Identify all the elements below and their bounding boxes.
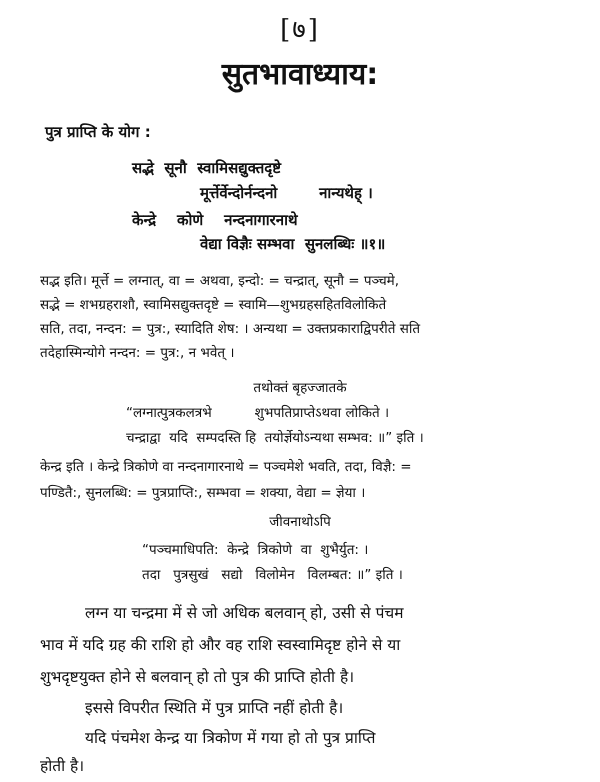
quote-line: चन्द्राद्वा यदि सम्पदस्ति हि तयोर्ज्ञेयोऽन्यथा सम्भव: ॥” इति । bbox=[126, 430, 424, 446]
explanation-line: लग्न या चन्द्रमा में से जो अधिक बलवान् हो, उसी से पंचम bbox=[85, 604, 404, 622]
explanation-line: इससे विपरीत स्थिति में पुत्र प्राप्ति नहीं होती है। bbox=[85, 699, 344, 717]
verse-line: वेद्या विज्ञैः सम्भवा सुनलब्धिः ॥१॥ bbox=[200, 235, 386, 253]
chapter-number: [७] bbox=[280, 15, 320, 45]
explanation-line: यदि पंचमेश केन्द्र या त्रिकोण में गया हो तो पुत्र प्राप्ति bbox=[85, 729, 376, 747]
commentary-line: केन्द्र इति । केन्द्रे त्रिकोणे वा नन्दनागारनाथे = पञ्चमेशे भवति, तदा, विज्ञै: = bbox=[40, 459, 412, 475]
explanation-line: भाव में यदि ग्रह की राशि हो और वह राशि स्वस्वामिदृष्ट होने से या bbox=[40, 636, 401, 654]
quote-line: “पञ्चमाधिपति: केन्द्रे त्रिकोणे वा शुभैर्युत: । bbox=[142, 542, 369, 558]
verse-line: केन्द्रे कोणे नन्दनागारनाथे bbox=[132, 211, 298, 229]
commentary-line: तदेहास्मिन्योगे नन्दन: = पुत्र:, न भवेत् । bbox=[40, 345, 235, 361]
commentary-line: सद्भे = शभग्रहराशौ, स्वामिसद्युक्तदृष्टे = स्वामि—शुभग्रहसहितविलोकिते bbox=[40, 297, 387, 313]
citation-intro: जीवनाथोऽपि bbox=[269, 514, 331, 530]
quote-line: तदा पुत्रसुखं सद्यो विलोमेन विलम्बत: ॥” इति । bbox=[142, 567, 403, 583]
citation-intro: तथोक्तं बृहज्जातके bbox=[253, 380, 347, 396]
explanation-line: शुभदृष्टयुक्त होने से बलवान् हो तो पुत्र की प्राप्ति होती है। bbox=[40, 668, 355, 686]
verse-line: मूर्त्तेर्वेन्दोर्नन्दनो नान्यथेह् । bbox=[200, 184, 373, 202]
explanation-line: होती है। bbox=[40, 757, 85, 775]
quote-line: “लग्नात्पुत्रकलत्रभे शुभपतिप्राप्तेऽथवा लोकिते । bbox=[126, 405, 390, 421]
section-heading: पुत्र प्राप्ति के योग : bbox=[45, 123, 151, 141]
commentary-line: सति, तदा, नन्दन: = पुत्र:, स्यादिति शेष: । अन्यथा = उक्तप्रकाराद्विपरीते सति bbox=[40, 321, 421, 337]
verse-line: सद्भे सूनौ स्वामिसद्युक्तदृष्टे bbox=[132, 159, 282, 177]
chapter-title: सुतभावाध्याय: bbox=[221, 57, 379, 92]
commentary-line: सद्भ इति। मूर्त्ते = लग्नात्, वा = अथवा, इन्दो: = चन्द्रात्, सूनौ = पञ्चमे, bbox=[40, 273, 400, 289]
commentary-line: पण्डितै:, सुनलब्धि: = पुत्रप्राप्ति:, सम्भवा = शक्या, वेद्या = ज्ञेया । bbox=[40, 485, 366, 501]
